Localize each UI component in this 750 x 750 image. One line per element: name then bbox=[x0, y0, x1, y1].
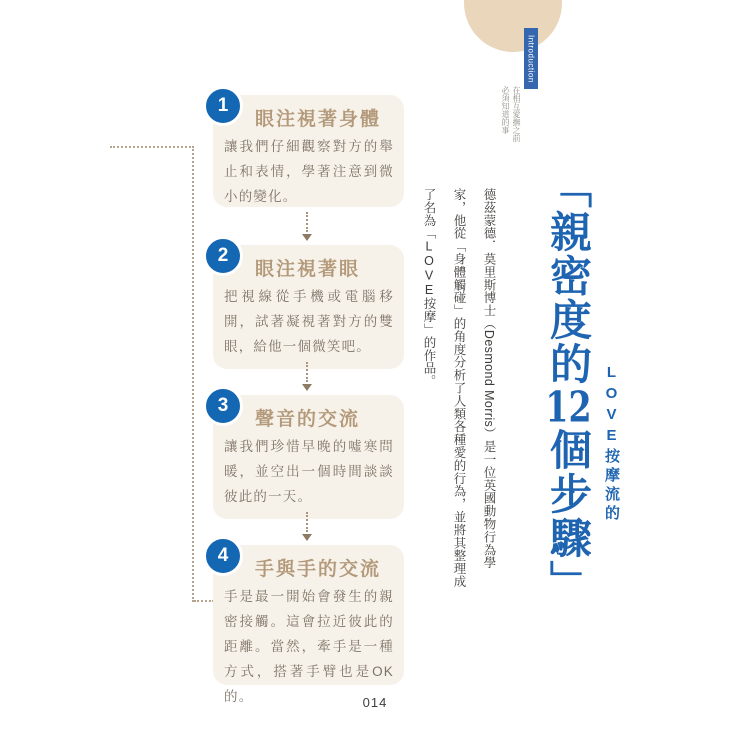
chapter-subtitle-line-2: 必須知道的事 bbox=[501, 86, 510, 134]
intro-paragraph-part-2: 按摩」的作品。 bbox=[422, 297, 436, 388]
step-number-badge-4 bbox=[203, 536, 243, 576]
page-title bbox=[538, 166, 598, 604]
dotted-connector-bottom bbox=[194, 600, 214, 602]
step-body-1: 讓我們仔細觀察對方的舉止和表情，學著注意到微小的變化。 bbox=[224, 139, 394, 204]
chapter-subtitle bbox=[500, 86, 522, 158]
step-title-2: 眼注視著眼 bbox=[255, 259, 361, 280]
dotted-connector-vertical bbox=[192, 146, 194, 602]
step-card-3 bbox=[213, 395, 404, 519]
step-number-badge-3 bbox=[203, 386, 243, 426]
step-body-2: 把視線從手機或電腦移開，試著凝視著對方的雙眼，給他一個微笑吧。 bbox=[224, 289, 394, 354]
step-number-4: 4 bbox=[217, 545, 229, 566]
page-number: 014 bbox=[362, 695, 388, 710]
introduction-badge bbox=[524, 28, 538, 89]
down-arrow-icon bbox=[300, 362, 314, 391]
intro-paragraph bbox=[414, 188, 504, 588]
intro-paragraph-love: LOVE bbox=[422, 239, 436, 298]
step-title-3: 聲音的交流 bbox=[255, 409, 361, 430]
page-title-post: 個步驟」 bbox=[544, 428, 593, 604]
decorative-circle bbox=[464, 0, 562, 52]
step-number-3: 3 bbox=[217, 395, 229, 416]
step-body-4: 手是最一開始會發生的親密接觸。這會拉近彼此的距離。當然，牽手是一種方式，搭著手臂也是OK的。 bbox=[224, 589, 394, 704]
step-number-2: 2 bbox=[217, 245, 229, 266]
step-card-2 bbox=[213, 245, 404, 369]
dotted-connector-top bbox=[110, 146, 194, 148]
page-title-pre: 「親密度的 bbox=[544, 166, 593, 386]
step-number-badge-1 bbox=[203, 86, 243, 126]
step-number-badge-2 bbox=[203, 236, 243, 276]
down-arrow-icon bbox=[300, 512, 314, 541]
step-title-4: 手與手的交流 bbox=[255, 559, 382, 580]
introduction-badge-label: Introduction bbox=[526, 34, 536, 83]
chapter-subtitle-line-1: 在相互愛撫之前 bbox=[512, 86, 521, 142]
down-arrow-icon bbox=[300, 212, 314, 241]
step-number-1: 1 bbox=[217, 95, 229, 116]
title-kicker: LOVE按摩流的 bbox=[603, 364, 620, 524]
intro-paragraph-part-1: 德茲蒙德．莫里斯博士（Desmond Morris）是一位英國動物行為學家，他從「身體觸碰」的角度分析了人類各種愛的行為，並將其整理成了名為「 bbox=[422, 188, 496, 588]
step-body-3: 讓我們珍惜早晚的噓寒問暖，並空出一個時間談談彼此的一天。 bbox=[224, 439, 394, 504]
step-title-1: 眼注視著身體 bbox=[255, 109, 382, 130]
page-title-number: 12 bbox=[545, 386, 592, 428]
